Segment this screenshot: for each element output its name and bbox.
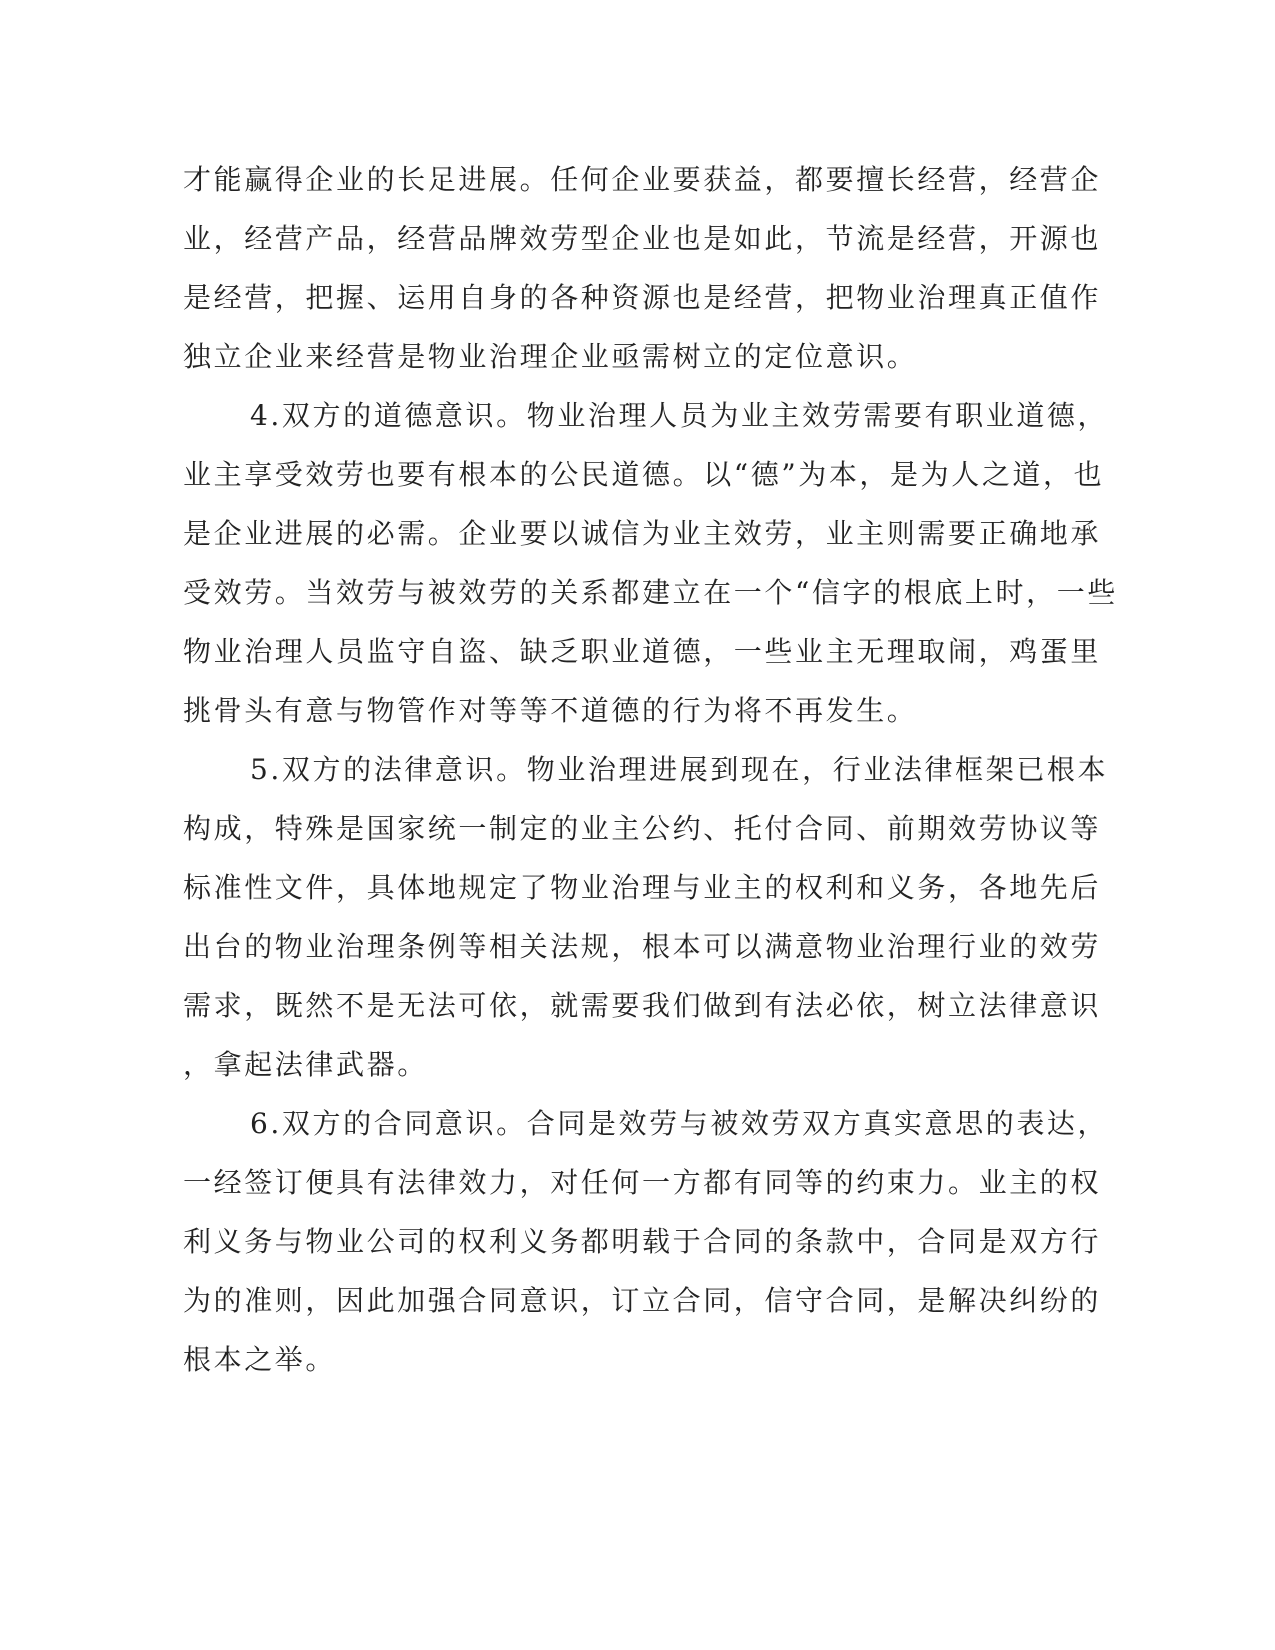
text-line: 物业治理人员监守自盗、缺乏职业道德，一些业主无理取闹，鸡蛋里 (183, 635, 1102, 668)
text-line: 利义务与物业公司的权利义务都明载于合同的条款中，合同是双方行 (183, 1225, 1102, 1258)
text-line: 构成，特殊是国家统一制定的业主公约、托付合同、前期效劳协议等 (183, 812, 1102, 845)
text-line: 需求，既然不是无法可依，就需要我们做到有法必依，树立法律意识 (183, 989, 1102, 1022)
text-line: 业，经营产品，经营品牌效劳型企业也是如此，节流是经营，开源也 (183, 222, 1102, 255)
text-line: 一经签订便具有法律效力，对任何一方都有同等的约束力。业主的权 (183, 1166, 1102, 1199)
text-line: 独立企业来经营是物业治理企业亟需树立的定位意识。 (183, 340, 918, 373)
text-line: 是企业进展的必需。企业要以诚信为业主效劳，业主则需要正确地承 (183, 517, 1102, 550)
text-line: 根本之举。 (183, 1343, 337, 1376)
text-line: 挑骨头有意与物管作对等等不道德的行为将不再发生。 (183, 694, 918, 727)
text-line: 是经营，把握、运用自身的各种资源也是经营，把物业治理真正值作 (183, 281, 1102, 314)
paragraph-5-first-line: 5.双方的法律意识。物业治理进展到现在，行业法律框架已根本 (250, 753, 1109, 786)
paragraph-6-first-line: 6.双方的合同意识。合同是效劳与被效劳双方真实意思的表达， (250, 1107, 1109, 1140)
text-line: 出台的物业治理条例等相关法规，根本可以满意物业治理行业的效劳 (183, 930, 1102, 963)
text-line: 业主享受效劳也要有根本的公民道德。以“德”为本，是为人之道，也 (183, 458, 1105, 491)
text-line: 为的准则，因此加强合同意识，订立合同，信守合同，是解决纠纷的 (183, 1284, 1102, 1317)
text-line: ，拿起法律武器。 (183, 1048, 428, 1081)
paragraph-4-first-line: 4.双方的道德意识。物业治理人员为业主效劳需要有职业道德， (250, 399, 1109, 432)
text-line: 标准性文件，具体地规定了物业治理与业主的权利和义务，各地先后 (183, 871, 1102, 904)
text-line: 才能赢得企业的长足进展。任何企业要获益，都要擅长经营，经营企 (183, 163, 1102, 196)
text-line: 受效劳。当效劳与被效劳的关系都建立在一个“信字的根底上时，一些 (183, 576, 1118, 609)
